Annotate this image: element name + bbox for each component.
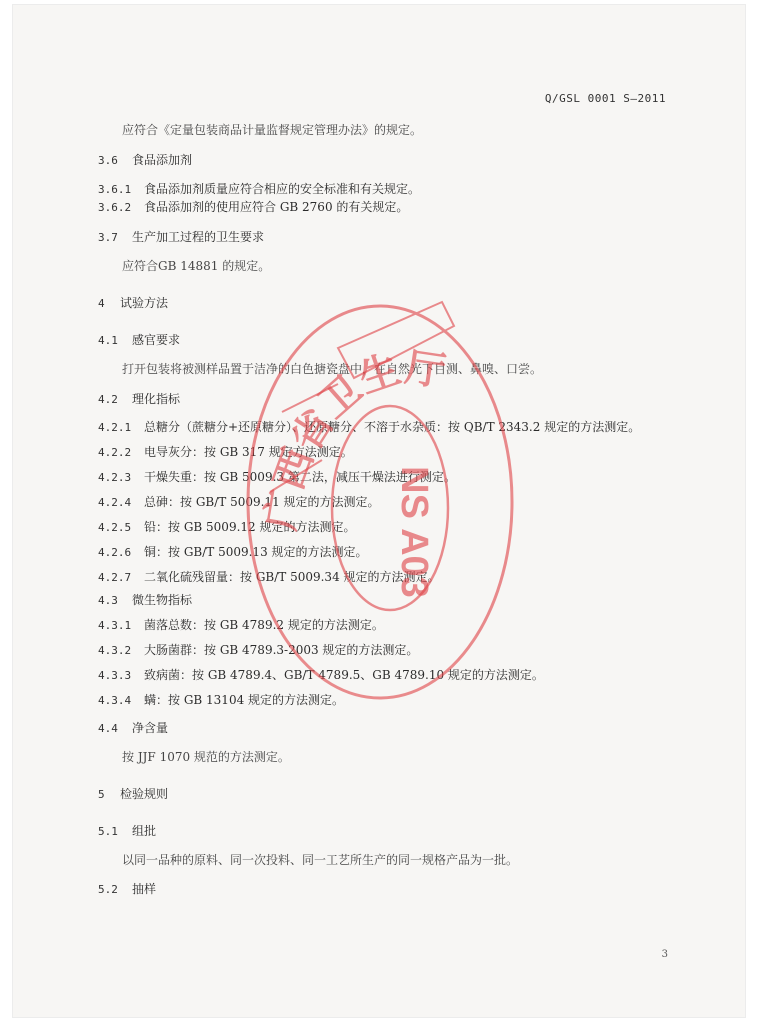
paragraph-text: 以同一品种的原料、同一次投料、同一工艺所生产的同一规格产品为一批。: [122, 853, 519, 867]
page-number: 3: [661, 949, 668, 960]
clause-4-2-3: 4.2.3 干燥失重：按 GB 5009.3 第二法，减压干燥法进行测定。: [98, 470, 456, 484]
chapter-heading-5: 5 检验规则: [98, 787, 169, 801]
document-page: [12, 4, 746, 1018]
paragraph-text: 按 JJF 1070 规范的方法测定。: [122, 750, 290, 764]
paragraph-text: 应符合GB 14881 的规定。: [122, 259, 271, 273]
clause-4-3-4: 4.3.4 螨：按 GB 13104 规定的方法测定。: [98, 693, 345, 707]
clause-4-2-2: 4.2.2 电导灰分：按 GB 317 规定方法测定。: [98, 445, 353, 459]
clause-4-2-5: 4.2.5 铅：按 GB 5009.12 规定的方法测定。: [98, 520, 356, 534]
clause-4-3-2: 4.3.2 大肠菌群：按 GB 4789.3-2003 规定的方法测定。: [98, 643, 419, 657]
clause-4-2-1: 4.2.1 总糖分（蔗糖分+还原糖分）、还原糖分、不溶于水杂质：按 QB/T 2343.2 规定的方法测定。: [98, 420, 641, 434]
clause-4-2-6: 4.2.6 铜：按 GB/T 5009.13 规定的方法测定。: [98, 545, 368, 559]
section-heading-3-6: 3.6 食品添加剂: [98, 153, 193, 167]
clause-4-2-4: 4.2.4 总砷：按 GB/T 5009.11 规定的方法测定。: [98, 495, 380, 509]
clause-4-2-7: 4.2.7 二氧化硫残留量：按 GB/T 5009.34 规定的方法测定。: [98, 570, 440, 584]
clause-4-3-3: 4.3.3 致病菌：按 GB 4789.4、GB/T 4789.5、GB 4789.10 规定的方法测定。: [98, 668, 544, 682]
document-code: Q/GSL 0001 S—2011: [544, 92, 666, 105]
clause-4-3-1: 4.3.1 菌落总数：按 GB 4789.2 规定的方法测定。: [98, 618, 384, 632]
seal-text-ring: 广西省卫生厅: [258, 345, 449, 534]
section-heading-5-2: 5.2 抽样: [98, 882, 157, 896]
section-heading-5-1: 5.1 组批: [98, 824, 157, 838]
section-heading-4-3: 4.3 微生物指标: [98, 593, 193, 607]
paragraph-text: 打开包装将被测样品置于洁净的白色搪瓷盘中，在自然光下目测、鼻嗅、口尝。: [122, 362, 543, 376]
seal-code-text: NS A03: [393, 466, 435, 598]
section-heading-4-1: 4.1 感官要求: [98, 333, 181, 347]
section-heading-4-2: 4.2 理化指标: [98, 392, 181, 406]
section-heading-3-7: 3.7 生产加工过程的卫生要求: [98, 230, 265, 244]
clause-3-6-1: 3.6.1 食品添加剂质量应符合相应的安全标准和有关规定。: [98, 182, 421, 196]
clause-3-6-2: 3.6.2 食品添加剂的使用应符合 GB 2760 的有关规定。: [98, 200, 409, 214]
paragraph-text: 应符合《定量包装商品计量监督规定管理办法》的规定。: [122, 123, 423, 137]
section-heading-4-4: 4.4 净含量: [98, 721, 169, 735]
chapter-heading-4: 4 试验方法: [98, 296, 169, 310]
